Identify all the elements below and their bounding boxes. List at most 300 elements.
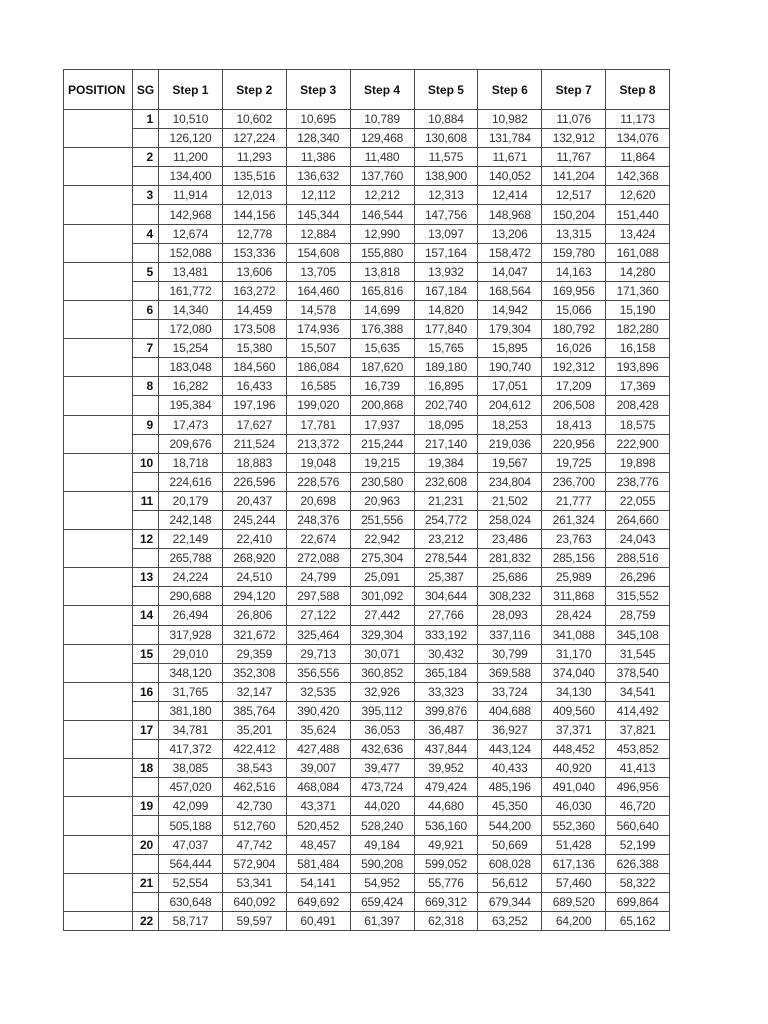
salary-grade-cell-empty xyxy=(133,625,159,644)
annual-step-6-cell: 485,196 xyxy=(478,778,542,797)
salary-grade-cell: 17 xyxy=(133,721,159,740)
annual-step-6-cell: 281,832 xyxy=(478,549,542,568)
annual-step-7-cell: 141,204 xyxy=(542,167,606,186)
annual-step-6-cell: 337,116 xyxy=(478,625,542,644)
annual-step-4-cell: 528,240 xyxy=(350,816,414,835)
monthly-step-5-cell: 12,313 xyxy=(414,186,478,205)
table-row-monthly xyxy=(64,911,670,930)
annual-step-8-cell: 560,640 xyxy=(606,816,670,835)
monthly-step-4-cell: 17,937 xyxy=(350,415,414,434)
salary-grade-cell: 18 xyxy=(133,759,159,778)
monthly-step-3-cell: 20,698 xyxy=(286,491,350,510)
monthly-step-3-cell: 29,713 xyxy=(286,644,350,663)
annual-step-1-cell: 242,148 xyxy=(159,510,223,529)
position-cell xyxy=(64,110,133,148)
monthly-step-3-cell: 43,371 xyxy=(286,797,350,816)
monthly-step-7-cell: 15,066 xyxy=(542,300,606,319)
annual-step-2-cell: 226,596 xyxy=(222,472,286,491)
monthly-step-3-cell: 27,122 xyxy=(286,606,350,625)
annual-step-5-cell: 167,184 xyxy=(414,281,478,300)
annual-step-3-cell: 213,372 xyxy=(286,434,350,453)
position-cell xyxy=(64,530,133,568)
annual-step-3-cell: 199,020 xyxy=(286,396,350,415)
annual-step-2-cell: 294,120 xyxy=(222,587,286,606)
monthly-step-6-cell: 21,502 xyxy=(478,491,542,510)
annual-step-1-cell: 630,648 xyxy=(159,892,223,911)
annual-step-4-cell: 200,868 xyxy=(350,396,414,415)
monthly-step-5-cell: 14,820 xyxy=(414,300,478,319)
salary-grade-cell: 21 xyxy=(133,873,159,892)
annual-step-4-cell: 230,580 xyxy=(350,472,414,491)
monthly-step-2-cell: 16,433 xyxy=(222,377,286,396)
salary-grade-cell: 10 xyxy=(133,453,159,472)
monthly-step-8-cell: 16,158 xyxy=(606,339,670,358)
monthly-step-3-cell: 35,624 xyxy=(286,721,350,740)
annual-step-5-cell: 399,876 xyxy=(414,701,478,720)
salary-grade-cell-empty xyxy=(133,510,159,529)
monthly-step-3-cell: 15,507 xyxy=(286,339,350,358)
annual-step-2-cell: 572,904 xyxy=(222,854,286,873)
annual-step-8-cell: 208,428 xyxy=(606,396,670,415)
monthly-step-8-cell: 15,190 xyxy=(606,300,670,319)
monthly-step-7-cell: 28,424 xyxy=(542,606,606,625)
monthly-step-6-cell: 40,433 xyxy=(478,759,542,778)
monthly-step-2-cell: 29,359 xyxy=(222,644,286,663)
monthly-step-8-cell: 11,864 xyxy=(606,148,670,167)
annual-step-5-cell: 333,192 xyxy=(414,625,478,644)
table-body xyxy=(64,110,670,931)
monthly-step-2-cell: 32,147 xyxy=(222,682,286,701)
annual-step-7-cell: 180,792 xyxy=(542,320,606,339)
salary-grade-cell: 16 xyxy=(133,682,159,701)
monthly-step-8-cell: 46,720 xyxy=(606,797,670,816)
table-row-monthly xyxy=(64,835,670,854)
annual-step-3-cell: 581,484 xyxy=(286,854,350,873)
annual-step-8-cell: 171,360 xyxy=(606,281,670,300)
annual-step-4-cell: 275,304 xyxy=(350,549,414,568)
annual-step-1-cell: 126,120 xyxy=(159,129,223,148)
salary-grade-cell: 8 xyxy=(133,377,159,396)
monthly-step-8-cell: 11,173 xyxy=(606,110,670,129)
table-row-monthly xyxy=(64,186,670,205)
annual-step-3-cell: 427,488 xyxy=(286,740,350,759)
header-step-3: Step 3 xyxy=(286,70,350,110)
annual-step-3-cell: 128,340 xyxy=(286,129,350,148)
annual-step-8-cell: 453,852 xyxy=(606,740,670,759)
annual-step-5-cell: 157,164 xyxy=(414,243,478,262)
salary-grade-cell-empty xyxy=(133,472,159,491)
annual-step-3-cell: 297,588 xyxy=(286,587,350,606)
annual-step-5-cell: 232,608 xyxy=(414,472,478,491)
salary-grade-table xyxy=(63,69,670,931)
monthly-step-7-cell: 31,170 xyxy=(542,644,606,663)
annual-step-2-cell: 197,196 xyxy=(222,396,286,415)
monthly-step-5-cell: 44,680 xyxy=(414,797,478,816)
monthly-step-3-cell: 54,141 xyxy=(286,873,350,892)
annual-step-5-cell: 304,644 xyxy=(414,587,478,606)
salary-grade-cell: 3 xyxy=(133,186,159,205)
annual-step-8-cell: 414,492 xyxy=(606,701,670,720)
salary-grade-cell-empty xyxy=(133,892,159,911)
monthly-step-8-cell: 26,296 xyxy=(606,568,670,587)
monthly-step-2-cell: 35,201 xyxy=(222,721,286,740)
annual-step-5-cell: 138,900 xyxy=(414,167,478,186)
monthly-step-2-cell: 24,510 xyxy=(222,568,286,587)
position-cell xyxy=(64,721,133,759)
annual-step-3-cell: 468,084 xyxy=(286,778,350,797)
annual-step-6-cell: 168,564 xyxy=(478,281,542,300)
annual-step-4-cell: 129,468 xyxy=(350,129,414,148)
position-cell xyxy=(64,911,133,930)
monthly-step-8-cell: 17,369 xyxy=(606,377,670,396)
annual-step-1-cell: 381,180 xyxy=(159,701,223,720)
annual-step-2-cell: 512,760 xyxy=(222,816,286,835)
annual-step-8-cell: 699,864 xyxy=(606,892,670,911)
salary-grade-cell-empty xyxy=(133,281,159,300)
annual-step-5-cell: 437,844 xyxy=(414,740,478,759)
monthly-step-5-cell: 49,921 xyxy=(414,835,478,854)
monthly-step-5-cell: 15,765 xyxy=(414,339,478,358)
monthly-step-1-cell: 12,674 xyxy=(159,224,223,243)
table-row-monthly xyxy=(64,224,670,243)
monthly-step-6-cell: 33,724 xyxy=(478,682,542,701)
annual-step-4-cell: 251,556 xyxy=(350,510,414,529)
monthly-step-2-cell: 10,602 xyxy=(222,110,286,129)
annual-step-1-cell: 161,772 xyxy=(159,281,223,300)
annual-step-3-cell: 164,460 xyxy=(286,281,350,300)
table-row-annual xyxy=(64,587,670,606)
monthly-step-5-cell: 55,776 xyxy=(414,873,478,892)
monthly-step-8-cell: 31,545 xyxy=(606,644,670,663)
annual-step-7-cell: 236,700 xyxy=(542,472,606,491)
salary-grade-cell-empty xyxy=(133,663,159,682)
table-row-annual xyxy=(64,281,670,300)
monthly-step-2-cell: 26,806 xyxy=(222,606,286,625)
annual-step-1-cell: 417,372 xyxy=(159,740,223,759)
annual-step-5-cell: 177,840 xyxy=(414,320,478,339)
annual-step-2-cell: 321,672 xyxy=(222,625,286,644)
annual-step-8-cell: 288,516 xyxy=(606,549,670,568)
salary-grade-cell-empty xyxy=(133,778,159,797)
annual-step-6-cell: 158,472 xyxy=(478,243,542,262)
header-position: POSITION xyxy=(64,70,133,110)
position-cell xyxy=(64,300,133,338)
salary-grade-cell: 4 xyxy=(133,224,159,243)
annual-step-3-cell: 154,608 xyxy=(286,243,350,262)
salary-grade-cell: 12 xyxy=(133,530,159,549)
table-row-annual xyxy=(64,396,670,415)
annual-step-5-cell: 479,424 xyxy=(414,778,478,797)
monthly-step-7-cell: 40,920 xyxy=(542,759,606,778)
annual-step-8-cell: 238,776 xyxy=(606,472,670,491)
annual-step-1-cell: 152,088 xyxy=(159,243,223,262)
monthly-step-1-cell: 34,781 xyxy=(159,721,223,740)
table-row-monthly xyxy=(64,873,670,892)
position-cell xyxy=(64,377,133,415)
annual-step-3-cell: 325,464 xyxy=(286,625,350,644)
annual-step-5-cell: 130,608 xyxy=(414,129,478,148)
table-row-monthly xyxy=(64,682,670,701)
monthly-step-7-cell: 51,428 xyxy=(542,835,606,854)
monthly-step-1-cell: 13,481 xyxy=(159,262,223,281)
annual-step-8-cell: 151,440 xyxy=(606,205,670,224)
annual-step-6-cell: 179,304 xyxy=(478,320,542,339)
monthly-step-4-cell: 54,952 xyxy=(350,873,414,892)
position-cell xyxy=(64,453,133,491)
salary-grade-cell: 5 xyxy=(133,262,159,281)
table-row-annual xyxy=(64,892,670,911)
monthly-step-2-cell: 53,341 xyxy=(222,873,286,892)
salary-grade-cell-empty xyxy=(133,816,159,835)
salary-grade-cell: 1 xyxy=(133,110,159,129)
monthly-step-4-cell: 22,942 xyxy=(350,530,414,549)
annual-step-1-cell: 183,048 xyxy=(159,358,223,377)
annual-step-7-cell: 491,040 xyxy=(542,778,606,797)
monthly-step-6-cell: 63,252 xyxy=(478,911,542,930)
annual-step-6-cell: 369,588 xyxy=(478,663,542,682)
monthly-step-3-cell: 17,781 xyxy=(286,415,350,434)
monthly-step-1-cell: 11,914 xyxy=(159,186,223,205)
monthly-step-7-cell: 16,026 xyxy=(542,339,606,358)
monthly-step-3-cell: 19,048 xyxy=(286,453,350,472)
monthly-step-3-cell: 12,112 xyxy=(286,186,350,205)
annual-step-1-cell: 195,384 xyxy=(159,396,223,415)
monthly-step-4-cell: 36,053 xyxy=(350,721,414,740)
annual-step-1-cell: 265,788 xyxy=(159,549,223,568)
monthly-step-3-cell: 16,585 xyxy=(286,377,350,396)
monthly-step-5-cell: 13,097 xyxy=(414,224,478,243)
annual-step-2-cell: 184,560 xyxy=(222,358,286,377)
annual-step-6-cell: 443,124 xyxy=(478,740,542,759)
monthly-step-4-cell: 25,091 xyxy=(350,568,414,587)
annual-step-4-cell: 176,388 xyxy=(350,320,414,339)
monthly-step-1-cell: 58,717 xyxy=(159,911,223,930)
annual-step-3-cell: 145,344 xyxy=(286,205,350,224)
monthly-step-4-cell: 14,699 xyxy=(350,300,414,319)
monthly-step-7-cell: 64,200 xyxy=(542,911,606,930)
annual-step-5-cell: 278,544 xyxy=(414,549,478,568)
salary-grade-cell-empty xyxy=(133,701,159,720)
table-row-annual xyxy=(64,167,670,186)
monthly-step-2-cell: 12,778 xyxy=(222,224,286,243)
monthly-step-7-cell: 12,517 xyxy=(542,186,606,205)
table-row-monthly xyxy=(64,644,670,663)
monthly-step-8-cell: 65,162 xyxy=(606,911,670,930)
monthly-step-2-cell: 18,883 xyxy=(222,453,286,472)
salary-grade-cell-empty xyxy=(133,358,159,377)
table-row-monthly xyxy=(64,797,670,816)
monthly-step-3-cell: 13,705 xyxy=(286,262,350,281)
monthly-step-6-cell: 28,093 xyxy=(478,606,542,625)
position-cell xyxy=(64,415,133,453)
header-step-4: Step 4 xyxy=(350,70,414,110)
annual-step-6-cell: 608,028 xyxy=(478,854,542,873)
header-row xyxy=(64,70,670,110)
table-row-annual xyxy=(64,472,670,491)
monthly-step-2-cell: 59,597 xyxy=(222,911,286,930)
annual-step-3-cell: 649,692 xyxy=(286,892,350,911)
monthly-step-3-cell: 14,578 xyxy=(286,300,350,319)
monthly-step-8-cell: 37,821 xyxy=(606,721,670,740)
monthly-step-5-cell: 16,895 xyxy=(414,377,478,396)
monthly-step-1-cell: 16,282 xyxy=(159,377,223,396)
monthly-step-2-cell: 20,437 xyxy=(222,491,286,510)
salary-grade-cell-empty xyxy=(133,740,159,759)
header-step-1: Step 1 xyxy=(159,70,223,110)
table-row-monthly xyxy=(64,568,670,587)
monthly-step-2-cell: 11,293 xyxy=(222,148,286,167)
annual-step-1-cell: 172,080 xyxy=(159,320,223,339)
monthly-step-3-cell: 24,799 xyxy=(286,568,350,587)
monthly-step-8-cell: 58,322 xyxy=(606,873,670,892)
monthly-step-7-cell: 18,413 xyxy=(542,415,606,434)
monthly-step-8-cell: 22,055 xyxy=(606,491,670,510)
header-step-7: Step 7 xyxy=(542,70,606,110)
monthly-step-4-cell: 30,071 xyxy=(350,644,414,663)
table-row-annual xyxy=(64,320,670,339)
annual-step-5-cell: 254,772 xyxy=(414,510,478,529)
annual-step-2-cell: 211,524 xyxy=(222,434,286,453)
salary-grade-cell-empty xyxy=(133,396,159,415)
annual-step-4-cell: 301,092 xyxy=(350,587,414,606)
annual-step-3-cell: 520,452 xyxy=(286,816,350,835)
monthly-step-6-cell: 17,051 xyxy=(478,377,542,396)
monthly-step-3-cell: 32,535 xyxy=(286,682,350,701)
annual-step-8-cell: 345,108 xyxy=(606,625,670,644)
salary-grade-cell: 19 xyxy=(133,797,159,816)
annual-step-2-cell: 385,764 xyxy=(222,701,286,720)
monthly-step-5-cell: 19,384 xyxy=(414,453,478,472)
monthly-step-5-cell: 30,432 xyxy=(414,644,478,663)
header-step-2: Step 2 xyxy=(222,70,286,110)
monthly-step-4-cell: 39,477 xyxy=(350,759,414,778)
monthly-step-4-cell: 27,442 xyxy=(350,606,414,625)
salary-grade-cell: 15 xyxy=(133,644,159,663)
monthly-step-6-cell: 11,671 xyxy=(478,148,542,167)
annual-step-6-cell: 131,784 xyxy=(478,129,542,148)
salary-grade-cell-empty xyxy=(133,243,159,262)
monthly-step-4-cell: 12,990 xyxy=(350,224,414,243)
monthly-step-1-cell: 24,224 xyxy=(159,568,223,587)
annual-step-7-cell: 448,452 xyxy=(542,740,606,759)
monthly-step-3-cell: 22,674 xyxy=(286,530,350,549)
annual-step-7-cell: 132,912 xyxy=(542,129,606,148)
monthly-step-2-cell: 42,730 xyxy=(222,797,286,816)
table-row-monthly xyxy=(64,721,670,740)
monthly-step-1-cell: 11,200 xyxy=(159,148,223,167)
annual-step-8-cell: 193,896 xyxy=(606,358,670,377)
table-row-monthly xyxy=(64,300,670,319)
header-step-8: Step 8 xyxy=(606,70,670,110)
monthly-step-7-cell: 17,209 xyxy=(542,377,606,396)
monthly-step-2-cell: 22,410 xyxy=(222,530,286,549)
position-cell xyxy=(64,835,133,873)
monthly-step-5-cell: 25,387 xyxy=(414,568,478,587)
monthly-step-3-cell: 10,695 xyxy=(286,110,350,129)
annual-step-5-cell: 599,052 xyxy=(414,854,478,873)
monthly-step-3-cell: 60,491 xyxy=(286,911,350,930)
annual-step-7-cell: 220,956 xyxy=(542,434,606,453)
monthly-step-1-cell: 10,510 xyxy=(159,110,223,129)
annual-step-7-cell: 159,780 xyxy=(542,243,606,262)
annual-step-4-cell: 432,636 xyxy=(350,740,414,759)
salary-grade-cell-empty xyxy=(133,167,159,186)
monthly-step-1-cell: 26,494 xyxy=(159,606,223,625)
annual-step-1-cell: 348,120 xyxy=(159,663,223,682)
monthly-step-4-cell: 16,739 xyxy=(350,377,414,396)
annual-step-6-cell: 404,688 xyxy=(478,701,542,720)
annual-step-8-cell: 161,088 xyxy=(606,243,670,262)
annual-step-8-cell: 222,900 xyxy=(606,434,670,453)
salary-grade-cell: 14 xyxy=(133,606,159,625)
annual-step-7-cell: 341,088 xyxy=(542,625,606,644)
annual-step-1-cell: 209,676 xyxy=(159,434,223,453)
monthly-step-5-cell: 11,575 xyxy=(414,148,478,167)
monthly-step-4-cell: 20,963 xyxy=(350,491,414,510)
table-row-annual xyxy=(64,740,670,759)
monthly-step-7-cell: 25,989 xyxy=(542,568,606,587)
monthly-step-8-cell: 41,413 xyxy=(606,759,670,778)
monthly-step-4-cell: 15,635 xyxy=(350,339,414,358)
annual-step-6-cell: 308,232 xyxy=(478,587,542,606)
annual-step-2-cell: 144,156 xyxy=(222,205,286,224)
annual-step-1-cell: 505,188 xyxy=(159,816,223,835)
table-row-annual xyxy=(64,205,670,224)
monthly-step-6-cell: 14,047 xyxy=(478,262,542,281)
monthly-step-1-cell: 20,179 xyxy=(159,491,223,510)
monthly-step-2-cell: 47,742 xyxy=(222,835,286,854)
annual-step-7-cell: 150,204 xyxy=(542,205,606,224)
monthly-step-4-cell: 10,789 xyxy=(350,110,414,129)
header-step-6: Step 6 xyxy=(478,70,542,110)
annual-step-7-cell: 689,520 xyxy=(542,892,606,911)
annual-step-2-cell: 462,516 xyxy=(222,778,286,797)
annual-step-7-cell: 169,956 xyxy=(542,281,606,300)
table-row-annual xyxy=(64,778,670,797)
annual-step-7-cell: 206,508 xyxy=(542,396,606,415)
monthly-step-8-cell: 18,575 xyxy=(606,415,670,434)
annual-step-6-cell: 140,052 xyxy=(478,167,542,186)
annual-step-4-cell: 137,760 xyxy=(350,167,414,186)
annual-step-4-cell: 155,880 xyxy=(350,243,414,262)
monthly-step-6-cell: 25,686 xyxy=(478,568,542,587)
monthly-step-3-cell: 11,386 xyxy=(286,148,350,167)
annual-step-7-cell: 192,312 xyxy=(542,358,606,377)
annual-step-2-cell: 422,412 xyxy=(222,740,286,759)
annual-step-8-cell: 315,552 xyxy=(606,587,670,606)
annual-step-1-cell: 224,616 xyxy=(159,472,223,491)
annual-step-3-cell: 272,088 xyxy=(286,549,350,568)
monthly-step-6-cell: 45,350 xyxy=(478,797,542,816)
table-row-monthly xyxy=(64,377,670,396)
monthly-step-7-cell: 46,030 xyxy=(542,797,606,816)
monthly-step-7-cell: 21,777 xyxy=(542,491,606,510)
annual-step-5-cell: 669,312 xyxy=(414,892,478,911)
annual-step-1-cell: 134,400 xyxy=(159,167,223,186)
annual-step-4-cell: 215,244 xyxy=(350,434,414,453)
annual-step-4-cell: 329,304 xyxy=(350,625,414,644)
annual-step-5-cell: 202,740 xyxy=(414,396,478,415)
annual-step-6-cell: 679,344 xyxy=(478,892,542,911)
position-cell xyxy=(64,491,133,529)
annual-step-3-cell: 356,556 xyxy=(286,663,350,682)
annual-step-4-cell: 360,852 xyxy=(350,663,414,682)
position-cell xyxy=(64,644,133,682)
table-row-monthly xyxy=(64,110,670,129)
annual-step-5-cell: 217,140 xyxy=(414,434,478,453)
annual-step-4-cell: 659,424 xyxy=(350,892,414,911)
salary-grade-cell-empty xyxy=(133,587,159,606)
